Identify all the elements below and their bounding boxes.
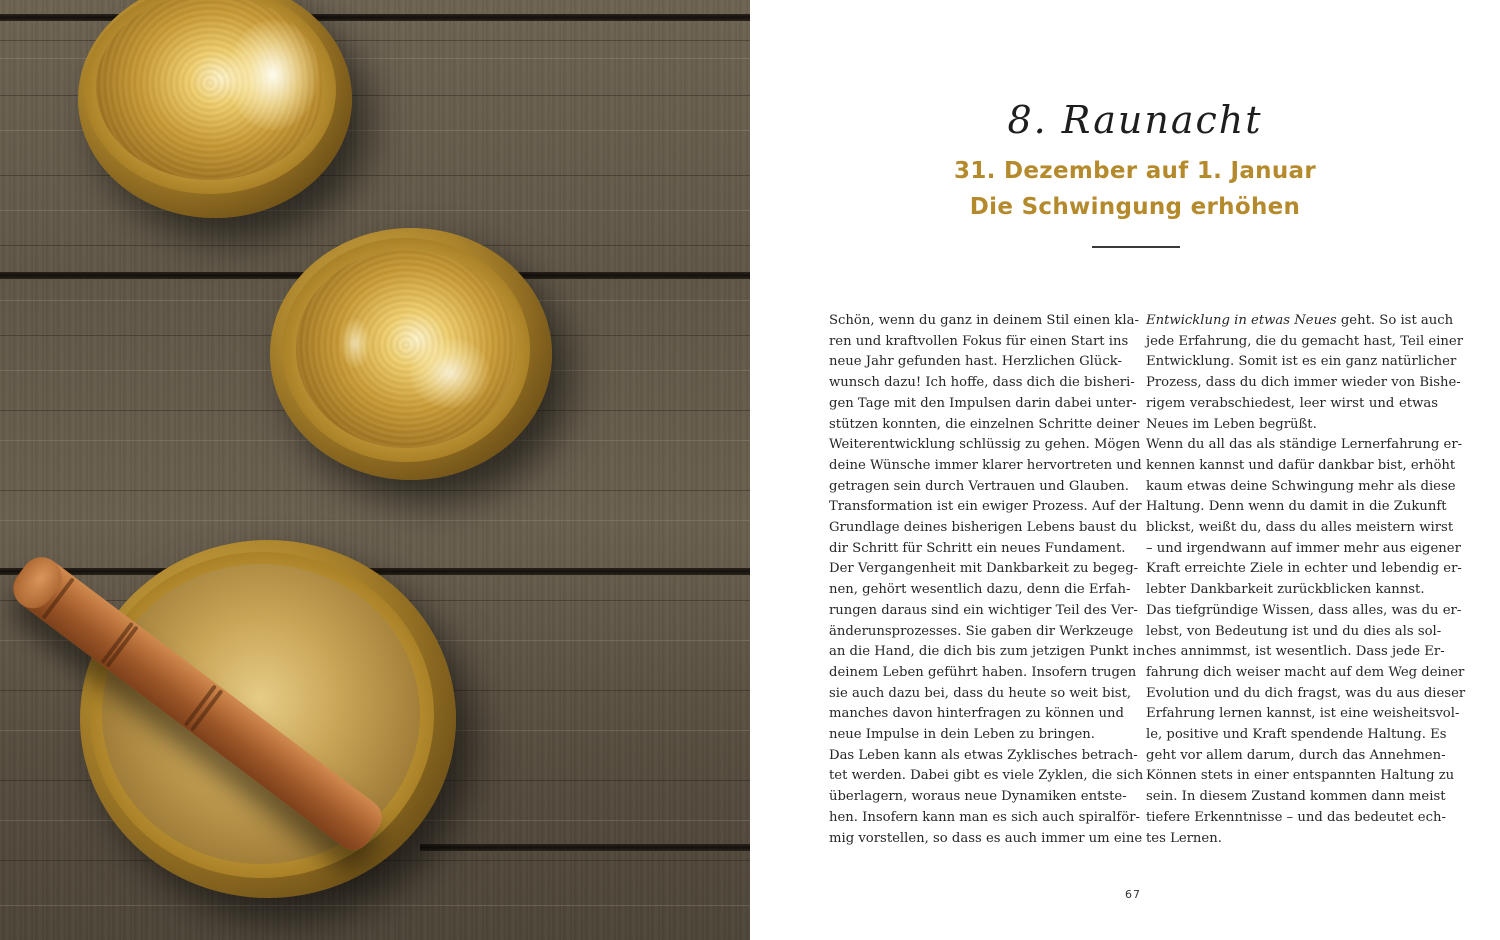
body-line: wunsch dazu! Ich hoffe, dass dich die bisheri- bbox=[829, 375, 1135, 391]
body-line: Neues im Leben begrüßt. bbox=[1146, 416, 1317, 432]
body-line: Erfahrung lernen kannst, ist eine weisheitsvol- bbox=[1146, 706, 1460, 722]
emphasis-text: Entwicklung in etwas Neues bbox=[1146, 313, 1337, 328]
body-line: blickst, weißt du, dass du alles meistern wirst bbox=[1146, 520, 1454, 536]
page-number: 67 bbox=[1125, 888, 1141, 901]
body-line: ren und kraftvollen Fokus für einen Start ins bbox=[829, 333, 1129, 349]
divider-rule bbox=[1092, 246, 1180, 248]
body-line: jede Erfahrung, die du gemacht hast, Teil einer bbox=[1146, 333, 1464, 349]
body-line: tiefere Erkenntnisse – und das bedeutet ech- bbox=[1146, 809, 1446, 825]
body-line: änderunsprozesses. Sie gaben dir Werkzeuge bbox=[829, 623, 1134, 639]
body-line: überlagern, woraus neue Dynamiken entste- bbox=[829, 789, 1127, 805]
body-line: lebst, von Bedeutung ist und du dies als sol- bbox=[1146, 623, 1442, 639]
plank-gap bbox=[420, 844, 750, 851]
body-line: Können stets in einer entspannten Haltung zu bbox=[1146, 768, 1455, 784]
body-line: hen. Insofern kann man es sich auch spiralför- bbox=[829, 809, 1140, 825]
singing-bowl-bottom bbox=[80, 540, 456, 898]
body-line: Entwicklung in etwas Neues geht. So ist auch bbox=[1146, 313, 1454, 328]
body-line: sie auch dazu bei, dass du heute so weit bist, bbox=[829, 685, 1132, 701]
body-line: Evolution und du dich fragst, was du aus dieser bbox=[1146, 685, 1466, 701]
body-line: stützen konnten, die einzelnen Schritte deiner bbox=[829, 416, 1140, 432]
body-line: rungen daraus sind ein wichtiger Teil des Ver- bbox=[829, 602, 1138, 618]
body-line: Transformation ist ein ewiger Prozess. Auf der bbox=[829, 499, 1142, 515]
body-line: an die Hand, die dich bis zum jetzigen Punkt in bbox=[829, 644, 1146, 660]
body-line: mig vorstellen, so dass es auch immer um eine bbox=[829, 830, 1143, 846]
body-line: dir Schritt für Schritt ein neues Fundament. bbox=[829, 540, 1126, 556]
body-line: geht vor allem darum, durch das Annehmen- bbox=[1146, 747, 1446, 763]
body-line: kaum etwas deine Schwingung mehr als diese bbox=[1146, 478, 1456, 494]
body-line: Entwicklung. Somit ist es ein ganz natürlicher bbox=[1146, 354, 1457, 370]
body-line: tes Lernen. bbox=[1146, 830, 1222, 846]
text-page bbox=[750, 0, 1500, 940]
body-line: gen Tage mit den Impulsen darin dabei unter- bbox=[829, 395, 1137, 411]
body-line: le, positive und Kraft spendende Haltung. Es bbox=[1146, 727, 1447, 743]
body-line: – und irgendwann auf immer mehr aus eigener bbox=[1146, 540, 1461, 556]
body-line: kennen kannst und dafür dankbar bist, erhöht bbox=[1146, 457, 1456, 473]
body-line: Das tiefgründige Wissen, dass alles, was du er- bbox=[1146, 602, 1462, 618]
singing-bowl-middle bbox=[270, 228, 552, 480]
body-line: Kraft erreichte Ziele in echter und lebendig er- bbox=[1146, 561, 1462, 577]
body-line: manches davon hinterfragen zu können und bbox=[829, 706, 1124, 722]
body-line: lebter Dankbarkeit zurückblicken kannst. bbox=[1146, 582, 1425, 598]
body-line: Weiterentwicklung schlüssig zu gehen. Mögen bbox=[829, 437, 1141, 453]
body-line: sein. In diesem Zustand kommen dann meist bbox=[1146, 789, 1446, 805]
body-line: nen, gehört wesentlich dazu, denn die Erfah- bbox=[829, 582, 1131, 598]
body-line: Der Vergangenheit mit Dankbarkeit zu begeg- bbox=[829, 561, 1139, 577]
body-line: ches annimmst, ist wesentlich. Dass jede Er- bbox=[1146, 644, 1445, 660]
body-line: Haltung. Denn wenn du damit in die Zukunft bbox=[1146, 499, 1447, 515]
body-line: deinem Leben geführt haben. Insofern trugen bbox=[829, 664, 1137, 680]
body-column-right bbox=[1146, 311, 1466, 849]
body-line: Grundlage deines bisherigen Lebens baust du bbox=[829, 520, 1137, 536]
body-column-left bbox=[829, 311, 1146, 849]
body-line: rigem verabschiedest, leer wirst und etwas bbox=[1146, 395, 1438, 411]
singing-bowl-top bbox=[78, 0, 352, 218]
body-line: getragen sein durch Vertrauen und Glauben. bbox=[829, 478, 1129, 494]
body-line: deine Wünsche immer klarer hervortreten und bbox=[829, 457, 1142, 473]
body-line: fahrung dich weiser macht auf dem Weg deiner bbox=[1146, 664, 1465, 680]
body-line: neue Jahr gefunden hast. Herzlichen Glück- bbox=[829, 354, 1122, 370]
chapter-date: 31. Dezember auf 1. Januar bbox=[954, 158, 1316, 184]
chapter-theme: Die Schwingung erhöhen bbox=[969, 194, 1301, 220]
body-line: neue Impulse in dein Leben zu bringen. bbox=[829, 727, 1095, 743]
body-line: Prozess, dass du dich immer wieder von Bishe- bbox=[1146, 375, 1461, 391]
body-line: Schön, wenn du ganz in deinem Stil einen kla- bbox=[829, 313, 1139, 328]
body-line: tet werden. Dabei gibt es viele Zyklen, die sich bbox=[829, 768, 1144, 784]
chapter-title: 8. Raunacht bbox=[1007, 98, 1263, 142]
body-line: Das Leben kann als etwas Zyklisches betrach- bbox=[829, 747, 1138, 763]
body-line: Wenn du all das als ständige Lernerfahrung er- bbox=[1146, 437, 1463, 453]
